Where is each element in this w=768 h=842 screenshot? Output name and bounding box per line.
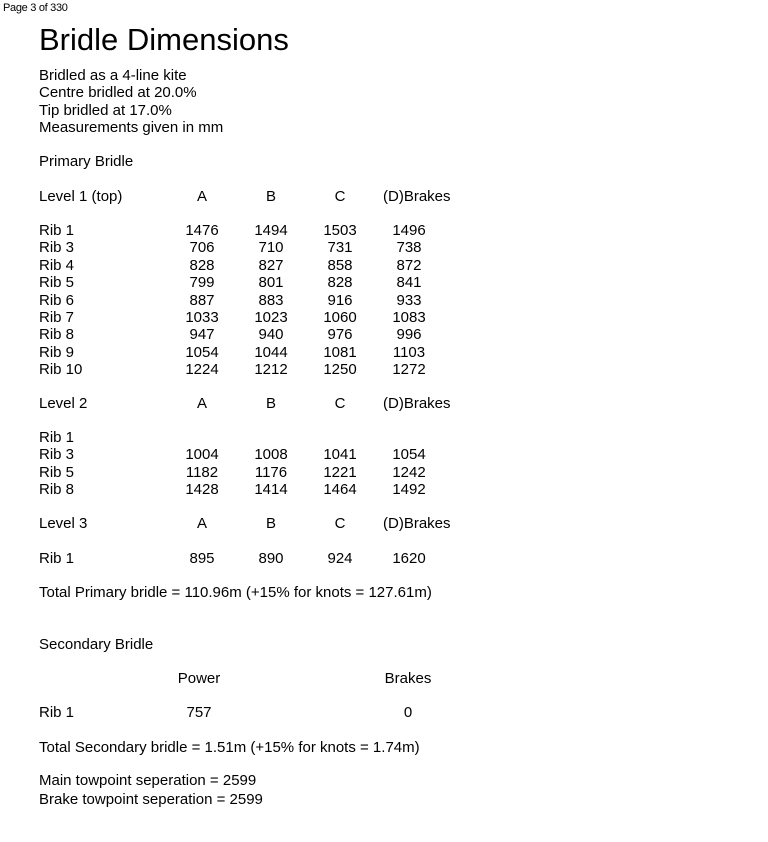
- secondary-bridle-heading: Secondary Bridle: [39, 636, 154, 653]
- rib-label: Rib 4: [39, 256, 75, 274]
- value-b: 883: [258, 291, 284, 309]
- value-a: 1428: [185, 481, 219, 499]
- rib-label: Rib 9: [39, 343, 75, 361]
- rib-label: Rib 5: [39, 274, 75, 292]
- column-header-b: B: [265, 188, 276, 205]
- value-c: 916: [327, 291, 353, 309]
- value-c: 1060: [323, 309, 357, 326]
- table-row: [0, 274, 768, 291]
- level-label: Level 3: [39, 515, 88, 532]
- value-brakes: 933: [396, 291, 422, 309]
- value-c: 1464: [323, 481, 357, 499]
- rib-label: Rib 1: [39, 222, 75, 239]
- value-b: 1494: [254, 222, 288, 239]
- level-1-header: [0, 188, 768, 205]
- value-c: 1503: [323, 222, 357, 239]
- table-row: [0, 239, 768, 256]
- page-indicator: Page 3 of 330: [3, 2, 68, 14]
- value-brakes: 841: [396, 274, 422, 292]
- value-c: 1081: [323, 343, 357, 361]
- value-c: 976: [327, 326, 353, 344]
- value-c: 731: [327, 239, 353, 257]
- level-label: Level 2: [39, 395, 88, 412]
- value-c: 858: [327, 256, 353, 274]
- value-brakes: 1620: [392, 550, 426, 567]
- value-a: 895: [189, 550, 215, 567]
- info-line: Tip bridled at 17.0%: [39, 102, 172, 119]
- value-a: 1054: [185, 343, 219, 361]
- rib-label: Rib 1: [39, 429, 75, 446]
- level-3-header: [0, 515, 768, 532]
- table-row: [0, 481, 768, 498]
- value-a: 887: [189, 291, 215, 309]
- value-brakes: 738: [396, 239, 422, 257]
- column-header-b: B: [265, 515, 276, 532]
- rib-label: Rib 1: [39, 704, 75, 721]
- brake-towpoint-separation: Brake towpoint seperation = 2599: [39, 791, 263, 808]
- table-row: [0, 464, 768, 481]
- value-brakes: 1272: [392, 361, 426, 379]
- value-brakes: 1492: [392, 481, 426, 499]
- value-b: 827: [258, 256, 284, 274]
- secondary-bridle-total: Total Secondary bridle = 1.51m (+15% for knots = 1.74m): [39, 739, 420, 756]
- primary-bridle-heading: Primary Bridle: [39, 153, 134, 170]
- value-a: 947: [189, 326, 215, 344]
- value-a: 1004: [185, 446, 219, 464]
- value-b: 1212: [254, 361, 288, 379]
- column-header-brakes: (D)Brakes: [383, 515, 451, 532]
- column-header-b: B: [265, 395, 276, 412]
- rib-label: Rib 8: [39, 326, 75, 344]
- column-header-a: A: [196, 515, 207, 532]
- value-brakes: 1054: [392, 446, 426, 464]
- table-row: [0, 344, 768, 361]
- rib-label: Rib 7: [39, 309, 75, 326]
- column-header-a: A: [196, 188, 207, 205]
- value-b: 1008: [254, 446, 288, 464]
- value-brakes: 1496: [392, 222, 426, 239]
- value-a: 799: [189, 274, 215, 292]
- value-b: 801: [258, 274, 284, 292]
- value-c: 1221: [323, 463, 357, 481]
- value-brakes: 1242: [392, 463, 426, 481]
- column-header-brakes: Brakes: [384, 670, 432, 687]
- brakes-value: 0: [403, 704, 413, 721]
- secondary-row: [0, 704, 768, 721]
- rib-label: Rib 3: [39, 446, 75, 464]
- value-b: 1044: [254, 343, 288, 361]
- value-c: 1041: [323, 446, 357, 464]
- level-label: Level 1 (top): [39, 188, 123, 205]
- column-header-brakes: (D)Brakes: [383, 188, 451, 205]
- value-c: 924: [327, 550, 353, 567]
- column-header-brakes: (D)Brakes: [383, 395, 451, 412]
- column-header-c: C: [334, 188, 346, 205]
- column-header-c: C: [334, 395, 346, 412]
- value-b: 1414: [254, 481, 288, 499]
- value-a: 706: [189, 239, 215, 257]
- table-row: [0, 222, 768, 239]
- column-header-power: Power: [177, 670, 221, 687]
- value-brakes: 872: [396, 256, 422, 274]
- column-header-c: C: [334, 515, 346, 532]
- rib-label: Rib 8: [39, 481, 75, 499]
- primary-bridle-total: Total Primary bridle = 110.96m (+15% for knots = 127.61m): [39, 584, 432, 601]
- value-brakes: 996: [396, 326, 422, 344]
- table-row: [0, 429, 768, 446]
- value-b: 1176: [254, 463, 288, 481]
- page-title: Bridle Dimensions: [39, 22, 289, 57]
- table-row: [0, 446, 768, 463]
- table-row: [0, 309, 768, 326]
- value-a: 1476: [185, 222, 219, 239]
- value-brakes: 1103: [392, 343, 426, 361]
- value-c: 1250: [323, 361, 357, 379]
- level-2-header: [0, 395, 768, 412]
- table-row: [0, 550, 768, 567]
- value-a: 1182: [185, 463, 219, 481]
- value-b: 710: [258, 239, 284, 257]
- table-row: [0, 292, 768, 309]
- value-b: 1023: [254, 309, 288, 326]
- value-brakes: 1083: [392, 309, 426, 326]
- rib-label: Rib 3: [39, 239, 75, 257]
- table-row: [0, 361, 768, 378]
- info-line: Centre bridled at 20.0%: [39, 84, 197, 101]
- table-row: [0, 257, 768, 274]
- value-b: 940: [258, 326, 284, 344]
- value-a: 1224: [185, 361, 219, 379]
- rib-label: Rib 5: [39, 463, 75, 481]
- power-value: 757: [186, 704, 212, 721]
- value-a: 828: [189, 256, 215, 274]
- info-line: Measurements given in mm: [39, 119, 224, 136]
- rib-label: Rib 6: [39, 291, 75, 309]
- column-header-a: A: [196, 395, 207, 412]
- value-a: 1033: [185, 309, 219, 326]
- rib-label: Rib 1: [39, 550, 75, 567]
- value-b: 890: [258, 550, 284, 567]
- secondary-header: [0, 670, 768, 687]
- main-towpoint-separation: Main towpoint seperation = 2599: [39, 772, 257, 789]
- table-row: [0, 326, 768, 343]
- rib-label: Rib 10: [39, 361, 83, 379]
- info-line: Bridled as a 4-line kite: [39, 67, 187, 84]
- value-c: 828: [327, 274, 353, 292]
